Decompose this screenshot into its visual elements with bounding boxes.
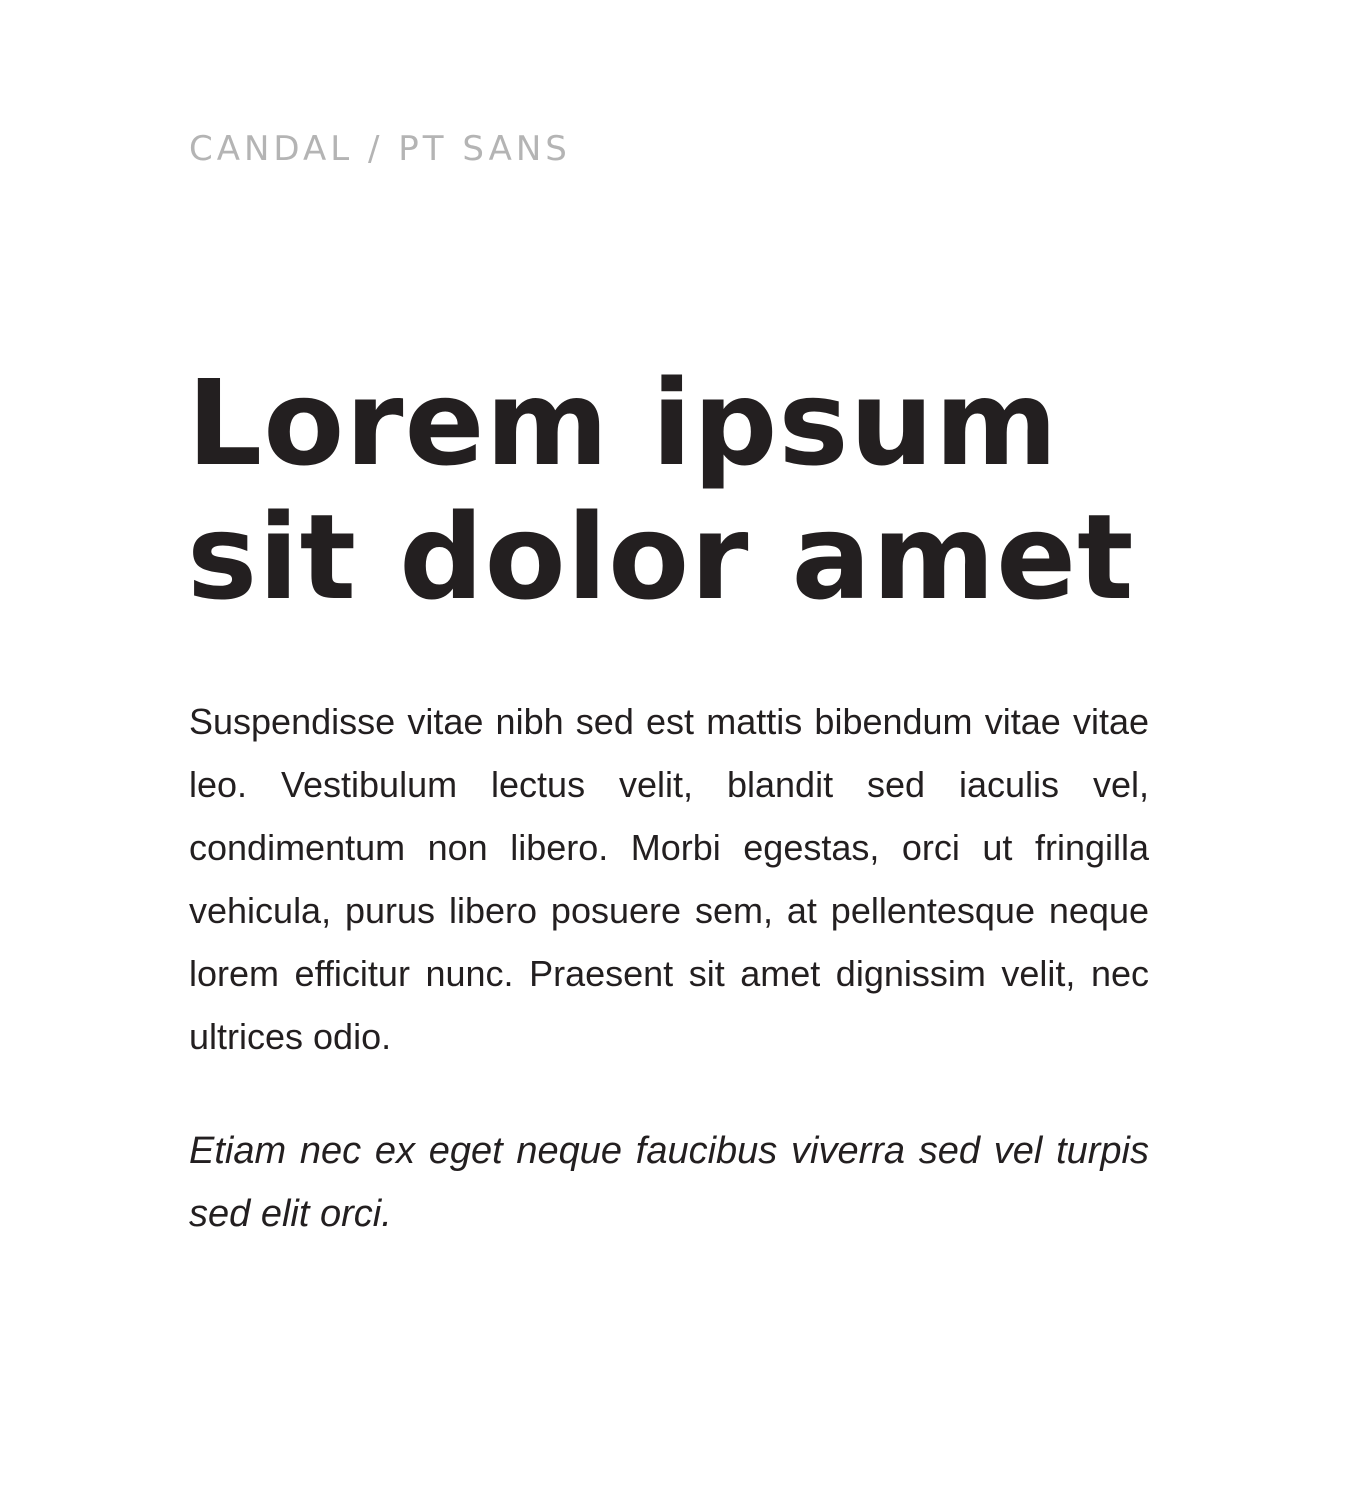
italic-paragraph: Etiam nec ex eget neque faucibus viverra sed vel turpis sed elit orci. [189, 1130, 1149, 1235]
font-pairing-label: CANDAL / PT SANS [189, 129, 571, 169]
headline-line-1: Lorem ipsum [187, 354, 1059, 492]
body-paragraph: Suspendisse vitae nibh sed est mattis bibendum vitae vitae leo. Vestibulum lectus velit, blandit sed iaculis vel, condimentum non libero. Morbi egestas, orci ut fringilla vehicula, purus libero posuere sem, at pellentesque neque lorem efficitur nunc. Praesent sit amet dignissim velit, nec ultrices odio. [189, 701, 1149, 1057]
headline [187, 356, 1187, 624]
headline-line-2: sit dolor amet [187, 488, 1135, 626]
